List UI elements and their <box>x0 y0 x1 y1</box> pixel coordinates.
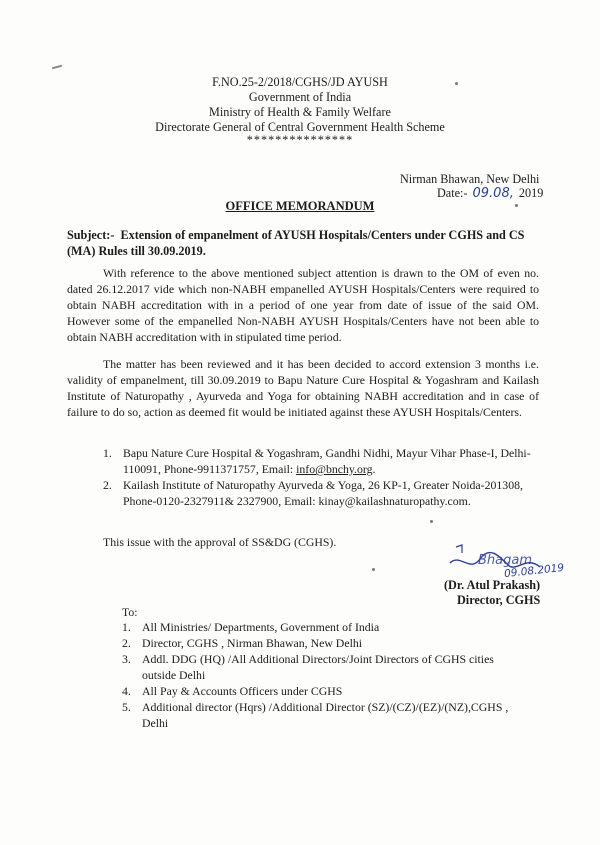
subject-text: Extension of empanelment of AYUSH Hospitals/Centers under CGHS and CS (MA) Rules till 30.09.2019. <box>67 228 525 258</box>
list-item: 1. Bapu Nature Cure Hospital & Yogashram, Gandhi Nidhi, Mayur Vihar Phase-I, Delhi-110091, Phone-9911371757, Email: info@bnchy.org. <box>103 446 531 476</box>
hospital-2-text: Kailash Institute of Naturopathy Ayurveda & Yoga, 26 KP-1, Greater Noida-201308, Phone-0120-2327911& 2327900, Email: <box>123 478 523 508</box>
file-number: F.NO.25-2/2018/CGHS/JD AYUSH <box>212 75 388 89</box>
list-item: 1. All Ministries/ Departments, Government of India <box>122 620 380 634</box>
hospital-list <box>103 445 543 509</box>
paragraph-1 <box>67 265 539 345</box>
scan-mark <box>52 65 62 70</box>
hospital-1-email-link[interactable]: info@bnchy.org <box>296 462 373 476</box>
hospital-2-email[interactable]: kinay@kailashnaturopathy.com <box>318 494 468 508</box>
list-item: 2. Kailash Institute of Naturopathy Ayurveda & Yoga, 26 KP-1, Greater Noida-201308, Phone-0120-2327911& 2327900, Email: kinay@kailashnaturopathy.com. <box>103 478 523 508</box>
government-line: Government of India <box>248 90 352 104</box>
scan-speck <box>430 520 433 523</box>
list-item: 2. Director, CGHS , Nirman Bhawan, New Delhi <box>122 636 363 650</box>
list-item: 5. Additional director (Hqrs) /Additional Director (SZ)/(CZ)/(EZ)/(NZ),CGHS , Delhi <box>122 700 509 730</box>
signatory-name: (Dr. Atul Prakash) <box>444 578 541 592</box>
place-line: Nirman Bhawan, New Delhi <box>400 172 540 186</box>
directorate-line: Directorate General of Central Government Health Scheme <box>155 120 445 134</box>
list-item: 3. Addl. DDG (HQ) /All Additional Directors/Joint Directors of CGHS cities outside Delhi <box>122 652 494 682</box>
signatory-designation: Director, CGHS <box>457 593 541 607</box>
paragraph-2 <box>67 356 539 420</box>
approval-line: This issue with the approval of SS&DG (CGHS). <box>103 535 337 549</box>
header-stars: *************** <box>246 133 354 147</box>
hospital-1-text: Bapu Nature Cure Hospital & Yogashram, Gandhi Nidhi, Mayur Vihar Phase-I, Delhi-110091, Phone-9911371757, Email: <box>123 446 531 476</box>
subject-label: Subject:- <box>67 228 115 242</box>
list-item: 4. All Pay & Accounts Officers under CGHS <box>122 684 343 698</box>
handwritten-date: 09.08, <box>472 186 514 201</box>
signature-stroke <box>456 545 462 553</box>
scan-speck <box>372 568 375 571</box>
ministry-line: Ministry of Health & Family Welfare <box>209 105 391 119</box>
paragraph-1-text: With reference to the above mentioned subject attention is drawn to the OM of even no. dated 26.12.2017 vide which non-NABH empanelled AYUSH Hospitals/Centers were required to obtain NABH accreditation with in a period of one year from date of issue of the said OM. However some of the empanelled Non-NABH AYUSH Hospitals/Centers have not been able to obtain NABH accreditation with in stipulated time period. <box>67 266 539 344</box>
memorandum-title: OFFICE MEMORANDUM <box>225 199 375 213</box>
distribution-list <box>122 619 522 731</box>
to-label: To: <box>122 605 138 619</box>
subject-block <box>67 227 547 259</box>
signature-date: 09.08.2019 <box>503 561 565 581</box>
signature-scribble: Bhagam <box>478 553 533 568</box>
date-label: Date:- <box>437 186 468 200</box>
date-year: 2019 <box>518 186 544 200</box>
paragraph-2-text: The matter has been reviewed and it has been decided to accord extension 3 months i.e. validity of empanelment, till 30.09.2019 to Bapu Nature Cure Hospital & Yogashram and Kailash Institute of Naturopathy , Ayurveda and Yoga for obtaining NABH accreditation and in case of failure to do so, action as deemed fit would be initiated against these AYUSH Hospitals/Centers. <box>67 357 539 419</box>
